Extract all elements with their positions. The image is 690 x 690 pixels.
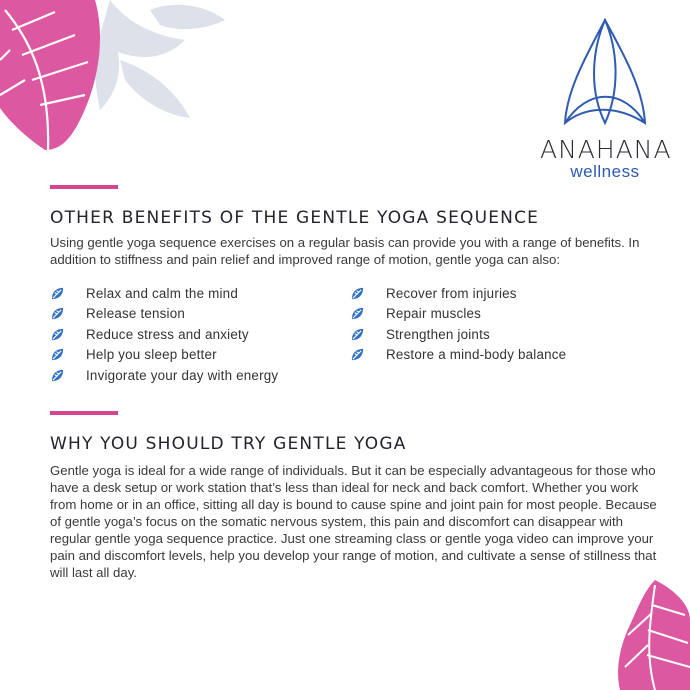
- list-item: [350, 283, 650, 304]
- list-item: [350, 345, 650, 366]
- leaf-bullet-icon: [50, 286, 65, 301]
- list-item-label: Recover from injuries: [386, 285, 517, 301]
- section-heading-benefits: OTHER BENEFITS OF THE GENTLE YOGA SEQUENCE: [50, 208, 540, 228]
- benefits-list-left: [50, 283, 340, 386]
- leaf-bullet-icon: [350, 327, 365, 342]
- benefits-intro: Using gentle yoga sequence exercises on a regular basis can provide you with a range of benefits. In addition to stiffness and pain relief and improved range of motion, gentle yoga can also:: [50, 235, 640, 267]
- list-item-label: Strengthen joints: [386, 326, 490, 342]
- list-item: [50, 324, 340, 345]
- list-item: [50, 304, 340, 325]
- list-item: [50, 365, 340, 386]
- anahana-logo: [540, 18, 670, 188]
- leaf-decoration-bottom-right: [600, 575, 690, 690]
- leaf-bullet-icon: [350, 347, 365, 362]
- leaf-bullet-icon: [50, 327, 65, 342]
- triquetra-logo-icon: [563, 18, 647, 126]
- brand-tagline: wellness: [570, 162, 640, 181]
- leaf-bullet-icon: [50, 368, 65, 383]
- section-divider-2: [50, 411, 118, 415]
- list-item-label: Invigorate your day with energy: [86, 367, 279, 383]
- leaf-decoration-top-left: [0, 0, 230, 160]
- brand-name: ANAHANA: [540, 135, 672, 164]
- leaf-bullet-icon: [350, 286, 365, 301]
- list-item-label: Relax and calm the mind: [86, 285, 238, 301]
- list-item-label: Help you sleep better: [86, 347, 217, 363]
- list-item-label: Repair muscles: [386, 306, 482, 322]
- leaf-bullet-icon: [350, 306, 365, 321]
- why-body: Gentle yoga is ideal for a wide range of individuals. But it can be especially advantageous for those who have a desk setup or work station that’s less than ideal for neck and back comfort. Whether you work from home or in an office, sitting all day is bound to cause spine and joint pain for most people. Because of gentle yoga’s focus on the somatic nervous system, this pain and discomfort can disappear with regular gentle yoga sequence practice. Just one streaming class or gentle yoga video can improve your pain and discomfort levels, help you develop your range of motion, and cultivate a sense of stillness that will last all day.: [50, 463, 657, 580]
- list-item: [50, 345, 340, 366]
- benefits-list-right: [350, 283, 650, 365]
- section-heading-why: WHY YOU SHOULD TRY GENTLE YOGA: [50, 434, 407, 454]
- list-item-label: Reduce stress and anxiety: [86, 326, 249, 342]
- list-item: [350, 324, 650, 345]
- list-item-label: Release tension: [86, 306, 186, 322]
- list-item: [50, 283, 340, 304]
- leaf-bullet-icon: [50, 306, 65, 321]
- list-item-label: Restore a mind-body balance: [386, 347, 567, 363]
- section-divider-1: [50, 185, 118, 189]
- list-item: [350, 304, 650, 325]
- leaf-bullet-icon: [50, 347, 65, 362]
